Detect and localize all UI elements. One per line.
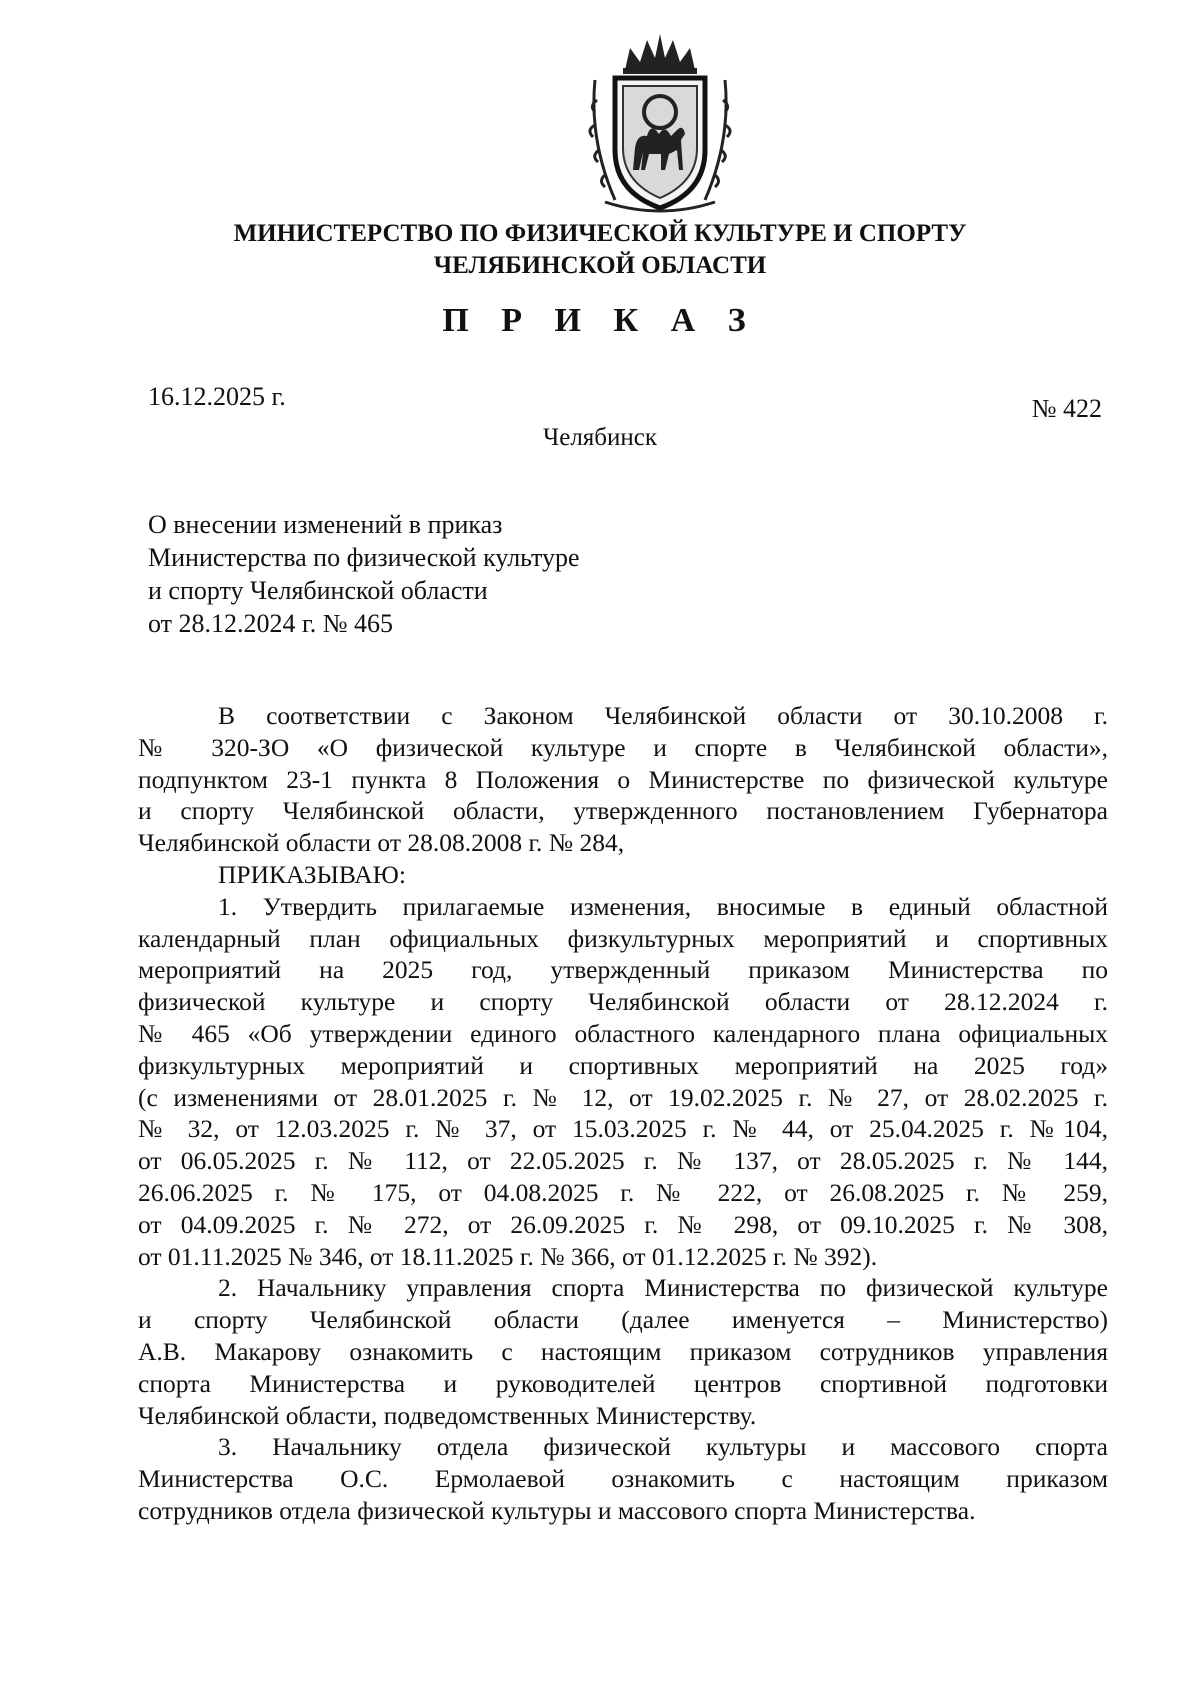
order-date: 16.12.2025 г. xyxy=(148,382,286,411)
body-line: А.В. Макарову ознакомить с настоящим приказом сотрудников управления xyxy=(138,1336,1108,1366)
body-line: и спорту Челябинской области, утвержденного постановлением Губернатора xyxy=(138,796,1108,826)
body-line: (с изменениями от 28.01.2025 г. № 12, от 19.02.2025 г. № 27, от 28.02.2025 г. xyxy=(138,1082,1108,1112)
body-line: Министерства О.С. Ермолаевой ознакомить с настоящим приказом xyxy=(138,1464,1108,1494)
subject-line: от 28.12.2024 г. № 465 xyxy=(148,609,394,638)
subject-line: Министерства по физической культуре xyxy=(148,543,580,572)
body-line: сотрудников отдела физической культуры и массового спорта Министерства. xyxy=(138,1495,976,1525)
coat-of-arms-icon xyxy=(585,30,735,215)
ministry-name-line2: ЧЕЛЯБИНСКОЙ ОБЛАСТИ xyxy=(433,252,767,279)
body-line: физкультурных мероприятий и спортивных мероприятий на 2025 год» xyxy=(138,1050,1108,1080)
body-line: № 32, от 12.03.2025 г. № 37, от 15.03.2025 г. № 44, от 25.04.2025 г. №104, xyxy=(138,1114,1108,1144)
body-line: 1. Утвердить прилагаемые изменения, вносимые в единый областной xyxy=(218,891,1108,921)
order-directive: ПРИКАЗЫВАЮ: xyxy=(218,859,406,889)
body-line: 3. Начальнику отдела физической культуры и массового спорта xyxy=(218,1432,1108,1462)
body-line: спорта Министерства и руководителей центров спортивной подготовки xyxy=(138,1368,1108,1398)
body-line: 26.06.2025 г. № 175, от 04.08.2025 г. № 222, от 26.08.2025 г. № 259, xyxy=(138,1177,1108,1207)
subject-line: О внесении изменений в приказ xyxy=(148,510,503,539)
ministry-name-line1: МИНИСТЕРСТВО ПО ФИЗИЧЕСКОЙ КУЛЬТУРЕ И СПОРТУ xyxy=(233,220,967,247)
order-body xyxy=(138,700,1108,1527)
body-line: от 01.11.2025 № 346, от 18.11.2025 г. № 366, от 01.12.2025 г. № 392). xyxy=(138,1241,878,1271)
body-line: физической культуре и спорту Челябинской области от 28.12.2024 г. xyxy=(138,987,1108,1017)
body-line: № 465 «Об утверждении единого областного календарного плана официальных xyxy=(138,1018,1108,1048)
body-line: Челябинской области от 28.08.2008 г. № 284, xyxy=(138,828,625,858)
body-line: от 04.09.2025 г. № 272, от 26.09.2025 г. № 298, от 09.10.2025 г. № 308, xyxy=(138,1209,1108,1239)
body-line: и спорту Челябинской области (далее именуется – Министерство) xyxy=(138,1305,1108,1335)
body-line: № 320-ЗО «О физической культуре и спорте в Челябинской области», xyxy=(138,732,1108,762)
body-line: календарный план официальных физкультурных мероприятий и спортивных xyxy=(138,923,1108,953)
order-subject xyxy=(148,508,580,640)
document-type-title: П Р И К А З xyxy=(442,302,758,339)
body-line: от 06.05.2025 г. № 112, от 22.05.2025 г. № 137, от 28.05.2025 г. № 144, xyxy=(138,1146,1108,1176)
body-line: 2. Начальнику управления спорта Министерства по физической культуре xyxy=(218,1273,1108,1303)
order-city: Челябинск xyxy=(542,424,658,451)
order-number: № 422 xyxy=(1031,394,1102,423)
subject-line: и спорту Челябинской области xyxy=(148,576,488,605)
body-line: подпунктом 23-1 пункта 8 Положения о Министерстве по физической культуре xyxy=(138,764,1108,794)
body-line: В соответствии с Законом Челябинской области от 30.10.2008 г. xyxy=(218,701,1108,730)
body-line: Челябинской области, подведомственных Министерству. xyxy=(138,1400,757,1430)
body-line: мероприятий на 2025 год, утвержденный приказом Министерства по xyxy=(138,955,1108,985)
